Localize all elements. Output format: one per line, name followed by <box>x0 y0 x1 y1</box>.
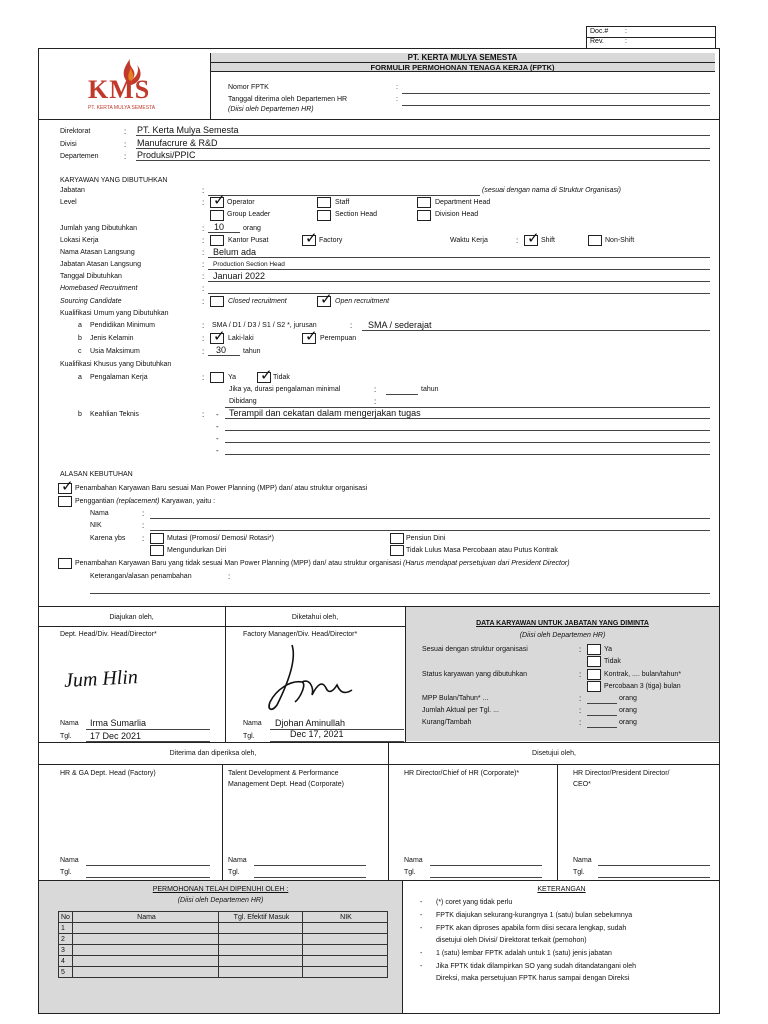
durasi-label: Jika ya, durasi pengalaman minimal <box>229 386 341 393</box>
table-row <box>59 945 388 956</box>
row-nama-cell[interactable] <box>73 923 219 934</box>
jabatan-atasan-label: Jabatan Atasan Langsung <box>60 261 141 268</box>
hr-note: (Diisi oleh Departemen HR) <box>228 106 314 113</box>
checkmark-icon: ✓ <box>527 230 540 247</box>
approver4-nama-label: Nama <box>573 857 592 864</box>
table-row <box>59 956 388 967</box>
pensiun-checkbox[interactable] <box>390 533 404 544</box>
col-nama: Nama <box>73 912 219 923</box>
lokasi-factory-label: Factory <box>319 237 343 244</box>
sesuai-tidak-checkbox[interactable] <box>587 656 601 667</box>
direktorat-label: Direktorat <box>60 128 91 135</box>
closed-recruitment-label: Closed recruitment <box>228 298 287 305</box>
waktu-kerja-label: Waktu Kerja <box>450 237 488 244</box>
bullet: - <box>420 912 423 919</box>
kualifikasi-umum-label: Kualifikasi Umum yang Dibutuhkan <box>60 310 169 317</box>
pengalaman-tidak-checkbox[interactable] <box>257 367 273 384</box>
item-b2: b <box>78 411 82 418</box>
approver4-nama-field[interactable] <box>598 865 710 866</box>
tanggal-diterima-field[interactable] <box>402 105 710 106</box>
row-nama-cell[interactable] <box>73 945 219 956</box>
atasan-label: Nama Atasan Langsung <box>60 249 135 256</box>
kurang-unit: orang <box>619 719 637 726</box>
item-a2: a <box>78 374 82 381</box>
col-no: No <box>59 912 73 923</box>
signature-1: Jum Hlin <box>63 666 139 692</box>
homebased-field[interactable] <box>208 293 710 294</box>
tanggal-dibutuhkan-value: Januari 2022 <box>213 271 266 281</box>
dash: - <box>216 446 219 455</box>
row-nama-cell[interactable] <box>73 956 219 967</box>
mpp-field[interactable] <box>587 703 617 704</box>
tidak-lulus-label: Tidak Lulus Masa Percobaan atau Putus Kontrak <box>406 547 558 554</box>
approver2-nama-label: Nama <box>228 857 247 864</box>
nomor-fptk-label: Nomor FPTK <box>228 84 269 91</box>
jabatan-label: Jabatan <box>60 187 85 194</box>
logo-subtitle: PT. KERTA MULYA SEMESTA <box>88 105 156 111</box>
laki-laki-checkbox[interactable] <box>210 328 226 345</box>
talent-role-2: Management Dept. Head (Corporate) <box>228 781 344 788</box>
row-number: 4 <box>59 956 73 967</box>
row-tgl-cell[interactable] <box>219 956 303 967</box>
dash: - <box>216 434 219 443</box>
non-shift-checkbox[interactable] <box>588 235 602 246</box>
permohonan-header-row <box>59 912 388 923</box>
atasan-field[interactable] <box>208 257 710 258</box>
approver2-nama-field[interactable] <box>254 865 366 866</box>
keahlian-1-value: Terampil dan cekatan dalam mengerjakan tugas <box>229 408 421 418</box>
pengganti-nama-label: Nama <box>90 510 109 517</box>
nama2-value: Djohan Aminullah <box>275 718 346 728</box>
permohonan-note: (Diisi oleh Departemen HR) <box>177 897 264 904</box>
open-recruitment-label: Open recruitment <box>335 298 390 305</box>
nama1-label: Nama <box>60 720 79 727</box>
opt2-replacement: (replacement) <box>116 498 160 505</box>
rev-label: Rev. <box>590 38 604 45</box>
dash: - <box>216 410 219 419</box>
lokasi-label: Lokasi Kerja <box>60 237 99 244</box>
status-label: Status karyawan yang dibutuhkan <box>422 671 528 678</box>
rev-colon: : <box>625 38 627 45</box>
doc-colon: : <box>625 28 627 35</box>
aktual-unit: orang <box>619 707 637 714</box>
approver1-tgl-label: Tgl. <box>60 869 72 876</box>
pengalaman-ya-label: Ya <box>228 374 237 381</box>
direktorat-value: PT. Kerta Mulya Semesta <box>137 125 239 135</box>
atasan-value: Belum ada <box>213 247 257 257</box>
hr-director-role: HR Director/Chief of HR (Corporate)* <box>404 770 520 777</box>
keahlian-2-field[interactable] <box>225 430 710 431</box>
jurusan-value: SMA / sederajat <box>368 320 432 330</box>
keterangan-item-4: 1 (satu) lembar FPTK adalah untuk 1 (satu) jenis jabatan <box>436 950 612 957</box>
jabatan-note: (sesuai dengan nama di Struktur Organisasi) <box>482 187 621 194</box>
row-tgl-cell[interactable] <box>219 934 303 945</box>
level-section-head-label: Section Head <box>335 211 378 218</box>
shift-label: Shift <box>541 237 556 244</box>
row-tgl-cell[interactable] <box>219 967 303 978</box>
level-staff-checkbox[interactable] <box>317 197 331 208</box>
approver3-tgl-label: Tgl. <box>404 869 416 876</box>
kms-logo <box>86 55 176 115</box>
keterangan-item-3b: disetujui oleh Divisi/ Direktorat terkait (pemohon) <box>436 937 587 944</box>
item-a: a <box>78 322 82 329</box>
shift-checkbox[interactable] <box>524 230 540 247</box>
tanggal-diterima-label: Tanggal diterima oleh Departemen HR <box>228 96 348 103</box>
divisi-field[interactable] <box>136 148 710 149</box>
usia-field[interactable] <box>208 355 240 356</box>
mpp-unit: orang <box>619 695 637 702</box>
sesuai-label: Sesuai dengan struktur organisasi <box>422 646 528 653</box>
departemen-label: Departemen <box>60 153 99 160</box>
divisi-value: Manufacrure & R&D <box>137 138 218 148</box>
mutasi-checkbox[interactable] <box>150 533 164 544</box>
approver1-nama-field[interactable] <box>86 865 210 866</box>
checkmark-icon: ✓ <box>305 230 318 247</box>
doc-label: Doc.# <box>590 28 609 35</box>
tgl1-value: 17 Dec 2021 <box>90 731 142 741</box>
form-title: FORMULIR PERMOHONAN TENAGA KERJA (FPTK) <box>370 63 555 72</box>
diketahui-label: Diketahui oleh, <box>291 614 339 621</box>
dash: - <box>216 422 219 431</box>
bullet: - <box>420 899 423 906</box>
level-operator-label: Operator <box>227 199 255 206</box>
mengundurkan-checkbox[interactable] <box>150 545 164 556</box>
opt2-tail: Karyawan, yaitu : <box>159 498 216 505</box>
alasan-opt1-label: Penambahan Karyawan Baru sesuai Man Power Planning (MPP) dan/ atau struktur organisasi <box>75 485 368 492</box>
jumlah-label: Jumlah yang Dibutuhkan <box>60 225 138 232</box>
level-division-head-checkbox[interactable] <box>417 210 431 221</box>
alasan-opt3-label <box>75 560 570 567</box>
bullet: - <box>420 963 423 970</box>
row-nik-cell[interactable] <box>303 956 388 967</box>
kontrak-checkbox[interactable] <box>587 669 601 680</box>
keahlian-3-field[interactable] <box>225 442 710 443</box>
jabatan-atasan-field[interactable] <box>208 269 710 270</box>
opt3-note: (Harus mendapat persetujuan dari President Director) <box>403 560 570 567</box>
keahlian-4-field[interactable] <box>225 454 710 455</box>
sesuai-ya-checkbox[interactable] <box>587 644 601 655</box>
checkmark-icon: ✓ <box>213 192 226 209</box>
col-nik: NIK <box>303 912 388 923</box>
factory-manager-role: Factory Manager/Div. Head/Director* <box>243 631 358 638</box>
checkmark-icon: ✓ <box>320 291 333 308</box>
sesuai-ya-label: Ya <box>604 646 613 653</box>
kualifikasi-khusus-label: Kualifikasi Khusus yang Dibutuhkan <box>60 361 172 368</box>
lokasi-kantor-label: Kantor Pusat <box>228 237 269 244</box>
pengganti-nik-field[interactable] <box>150 530 710 531</box>
row-number: 5 <box>59 967 73 978</box>
keterangan-alasan-label: Keterangan/alasan penambahan <box>90 573 192 580</box>
nomor-fptk-field[interactable] <box>402 93 710 94</box>
open-recruitment-checkbox[interactable] <box>317 291 333 308</box>
dept-head-role: Dept. Head/Div. Head/Director* <box>60 631 157 638</box>
row-nik-cell[interactable] <box>303 923 388 934</box>
divisi-label: Divisi <box>60 141 77 148</box>
keterangan-item-1: (*) coret yang tidak perlu <box>436 899 513 906</box>
data-karyawan-title: DATA KARYAWAN UNTUK JABATAN YANG DIMINTA <box>476 620 649 627</box>
jabatan-field[interactable] <box>208 195 480 196</box>
pensiun-label: Pensiun Dini <box>406 535 446 542</box>
kontrak-label: Kontrak, .... bulan/tahun* <box>604 671 682 678</box>
tgl1-label: Tgl. <box>60 733 72 740</box>
opt3-text: Penambahan Karyawan Baru yang tidak sesuai Man Power Planning (MPP) dan/ atau struktur organisasi <box>75 560 402 567</box>
diajukan-label: Diajukan oleh, <box>109 614 154 621</box>
tgl2-label: Tgl. <box>243 733 255 740</box>
keterangan-item-5b: Direksi, maka persetujuan FPTK harus sampai dengan Direksi <box>436 975 630 982</box>
alasan-opt2-label <box>75 498 215 505</box>
jurusan-field[interactable] <box>362 330 710 331</box>
pendidikan-options: SMA / D1 / D3 / S1 / S2 *, jurusan <box>212 322 317 329</box>
company-title: PT. KERTA MULYA SEMESTA <box>407 53 518 62</box>
sesuai-tidak-label: Tidak <box>604 658 621 665</box>
tanggal-dibutuhkan-field[interactable] <box>208 281 710 282</box>
approver3-nama-field[interactable] <box>430 865 542 866</box>
usia-unit: tahun <box>243 348 261 355</box>
perempuan-label: Perempuan <box>320 335 357 342</box>
approver4-tgl-field[interactable] <box>598 877 710 878</box>
permohonan-title: PERMOHONAN TELAH DIPENUHI OLEH : <box>152 886 289 893</box>
jenis-kelamin-label: Jenis Kelamin <box>90 335 134 342</box>
level-dept-head-label: Department Head <box>435 199 491 206</box>
level-operator-checkbox[interactable] <box>210 192 226 209</box>
data-karyawan-note: (Diisi oleh Departemen HR) <box>519 632 606 639</box>
approver2-tgl-label: Tgl. <box>228 869 240 876</box>
approver1-nama-label: Nama <box>60 857 79 864</box>
approver4-tgl-label: Tgl. <box>573 869 585 876</box>
item-c: c <box>78 348 82 355</box>
keterangan-item-2: FPTK diajukan sekurang-kurangnya 1 (satu) bulan sebelumnya <box>436 912 633 919</box>
bullet: - <box>420 950 423 957</box>
jumlah-value: 10 <box>214 222 225 232</box>
bullet: - <box>420 925 423 932</box>
durasi-unit: tahun <box>421 386 439 393</box>
table-row <box>59 967 388 978</box>
level-group-leader-label: Group Leader <box>227 211 271 218</box>
row-tgl-cell[interactable] <box>219 945 303 956</box>
homebased-label: Homebased Recruitment <box>60 285 138 292</box>
checkmark-icon: ✓ <box>305 328 318 345</box>
percobaan-checkbox[interactable] <box>587 681 601 692</box>
table-row <box>59 923 388 934</box>
mengundurkan-label: Mengundurkan Diri <box>167 547 227 554</box>
non-shift-label: Non-Shift <box>605 237 635 244</box>
opt2-text: Penggantian <box>75 498 117 505</box>
row-nama-cell[interactable] <box>73 967 219 978</box>
logo-text: KMS <box>88 75 151 104</box>
alasan-opt2-checkbox[interactable] <box>58 496 72 507</box>
row-number: 1 <box>59 923 73 934</box>
keahlian-1-field[interactable] <box>225 418 710 419</box>
percobaan-label: Percobaan 3 (tiga) bulan <box>604 683 681 690</box>
pengganti-nik-label: NIK <box>90 522 102 529</box>
tanggal-dibutuhkan-label: Tanggal Dibutuhkan <box>60 273 122 280</box>
row-nama-cell[interactable] <box>73 934 219 945</box>
level-section-head-checkbox[interactable] <box>317 210 331 221</box>
nama2-label: Nama <box>243 720 262 727</box>
pengalaman-ya-checkbox[interactable] <box>210 372 224 383</box>
level-label: Level <box>60 199 77 206</box>
nama1-value: Irma Sumarlia <box>90 718 147 728</box>
president-role-2: CEO* <box>573 781 591 788</box>
alasan-opt1-checkbox[interactable] <box>58 478 74 495</box>
hr-ga-role: HR & GA Dept. Head (Factory) <box>60 770 156 777</box>
pengalaman-label: Pengalaman Kerja <box>90 374 148 381</box>
checkmark-icon: ✓ <box>260 367 273 384</box>
mpp-label: MPP Bulan/Tahun* ... <box>422 695 489 702</box>
pendidikan-label: Pendidikan Minimum <box>90 322 155 329</box>
row-nik-cell[interactable] <box>303 967 388 978</box>
karena-label: Karena ybs <box>90 535 126 542</box>
keterangan-title: KETERANGAN <box>537 886 586 893</box>
alasan-opt3-checkbox[interactable] <box>58 558 72 569</box>
row-nik-cell[interactable] <box>303 945 388 956</box>
kurang-field[interactable] <box>587 727 617 728</box>
usia-value: 30 <box>216 345 227 355</box>
keterangan-alasan-field[interactable] <box>90 593 710 594</box>
lokasi-kantor-checkbox[interactable] <box>210 235 224 246</box>
laki-laki-label: Laki-laki <box>228 335 254 342</box>
perempuan-checkbox[interactable] <box>302 328 318 345</box>
checkmark-icon: ✓ <box>61 478 74 495</box>
approver3-tgl-field[interactable] <box>430 877 542 878</box>
usia-label: Usia Maksimum <box>90 348 140 355</box>
row-number: 2 <box>59 934 73 945</box>
keterangan-item-3: FPTK akan diproses apabila form diisi secara lengkap, sudah <box>436 925 627 932</box>
dibidang-label: Dibidang <box>229 398 257 405</box>
permohonan-table <box>58 911 388 978</box>
item-b: b <box>78 335 82 342</box>
pengalaman-tidak-label: Tidak <box>273 374 290 381</box>
jumlah-unit: orang <box>243 225 261 232</box>
mutasi-label: Mutasi (Promosi/ Demosi/ Rotasi*) <box>167 535 274 542</box>
row-tgl-cell[interactable] <box>219 923 303 934</box>
approver3-nama-label: Nama <box>404 857 423 864</box>
approver2-tgl-field[interactable] <box>254 877 366 878</box>
level-dept-head-checkbox[interactable] <box>417 197 431 208</box>
tgl2-value: Dec 17, 2021 <box>290 729 344 739</box>
diterima-label: Diterima dan diperiksa oleh, <box>169 750 257 757</box>
disetujui-label: Disetujui oleh, <box>532 750 576 757</box>
sourcing-label: Sourcing Candidate <box>60 298 122 305</box>
departemen-value: Produksi/PPIC <box>137 150 196 160</box>
level-group-leader-checkbox[interactable] <box>210 210 224 221</box>
jumlah-field[interactable] <box>208 232 240 233</box>
direktorat-field[interactable] <box>136 135 710 136</box>
level-staff-label: Staff <box>335 199 350 206</box>
aktual-label: Jumlah Aktual per Tgl. ... <box>422 707 499 714</box>
keahlian-label: Keahlian Teknis <box>90 411 139 418</box>
row-nik-cell[interactable] <box>303 934 388 945</box>
pengganti-nama-field[interactable] <box>150 518 710 519</box>
jabatan-atasan-value: Production Section Head <box>213 261 285 268</box>
level-division-head-label: Division Head <box>435 211 479 218</box>
kurang-label: Kurang/Tambah <box>422 719 472 726</box>
signature-2 <box>262 640 362 720</box>
checkmark-icon: ✓ <box>213 328 226 345</box>
alasan-title: ALASAN KEBUTUHAN <box>60 471 133 478</box>
table-row <box>59 934 388 945</box>
doc-number-box <box>586 26 716 48</box>
lokasi-factory-checkbox[interactable] <box>302 230 318 247</box>
tidak-lulus-checkbox[interactable] <box>390 545 404 556</box>
aktual-field[interactable] <box>587 715 617 716</box>
karyawan-section-title: KARYAWAN YANG DIBUTUHKAN <box>60 177 168 184</box>
president-role-1: HR Director/President Director/ <box>573 770 670 777</box>
col-tgl: Tgl. Efektif Masuk <box>219 912 303 923</box>
row-number: 3 <box>59 945 73 956</box>
departemen-field[interactable] <box>136 160 710 161</box>
approver1-tgl-field[interactable] <box>86 877 210 878</box>
talent-role-1: Talent Development & Performance <box>228 770 339 777</box>
durasi-field[interactable] <box>386 394 418 395</box>
closed-recruitment-checkbox[interactable] <box>210 296 224 307</box>
nama1-field[interactable] <box>86 729 210 730</box>
keterangan-item-5: Jika FPTK tidak dilampirkan SO yang sudah ditandatangani oleh <box>436 963 637 970</box>
